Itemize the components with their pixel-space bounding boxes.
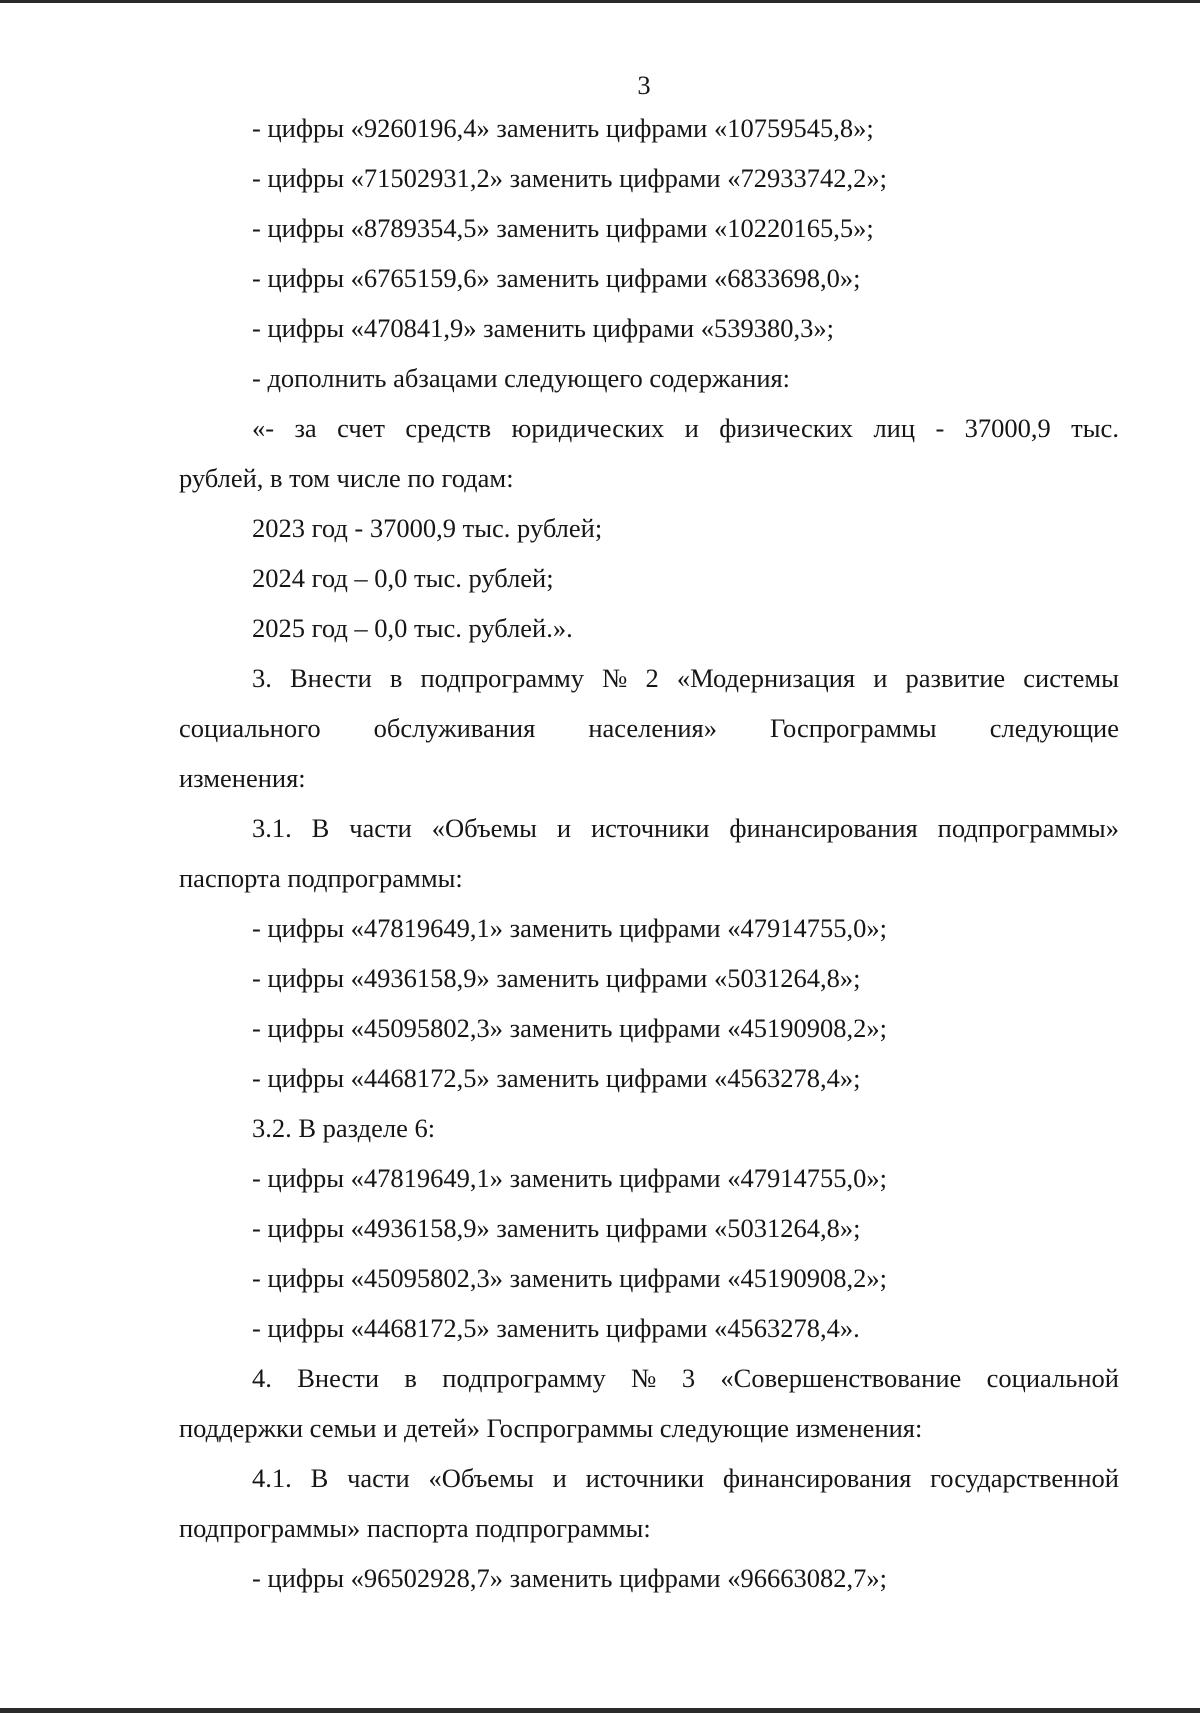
text-line: поддержки семьи и детей» Госпрограммы следующие изменения: (179, 1413, 923, 1443)
word: государственной (930, 1463, 1119, 1493)
word: 3. (252, 663, 272, 693)
text-line: - цифры «470841,9» заменить цифрами «539380,3»; (252, 313, 834, 343)
word: 37000,9 (964, 413, 1051, 443)
text-line: - цифры «4936158,9» заменить цифрами «5031264,8»; (252, 1213, 861, 1243)
word: и (684, 413, 699, 443)
word: источники (590, 813, 710, 843)
word: 3.1. (252, 813, 292, 843)
word: и (556, 813, 572, 843)
word: Внести (297, 1363, 380, 1393)
word: Внести (289, 663, 372, 693)
text-line: - цифры «45095802,3» заменить цифрами «45190908,2»; (252, 1263, 887, 1293)
word: лиц (873, 413, 916, 443)
word: обслуживания (373, 713, 536, 743)
word: подпрограмму (420, 663, 584, 693)
text-line: 2023 год - 37000,9 тыс. рублей; (252, 513, 603, 543)
word: и (873, 663, 888, 693)
word: системы (1023, 663, 1119, 693)
word: источники (585, 1463, 705, 1493)
text-line: - цифры «45095802,3» заменить цифрами «45190908,2»; (252, 1013, 887, 1043)
word: В (310, 1463, 329, 1493)
justified-line (252, 415, 1119, 442)
text-line: - цифры «8789354,5» заменить цифрами «10220165,5»; (252, 213, 874, 243)
justified-line (252, 1465, 1119, 1492)
text-line: - цифры «4936158,9» заменить цифрами «5031264,8»; (252, 963, 861, 993)
word: финансирования (729, 813, 918, 843)
text-line: рублей, в том числе по годам: (179, 463, 514, 493)
word: 4.1. (252, 1463, 292, 1493)
word: части (347, 1463, 410, 1493)
text-line: подпрограммы» паспорта подпрограммы: (179, 1513, 651, 1543)
word: подпрограмму (442, 1363, 606, 1393)
justified-line (252, 665, 1119, 692)
word: части (349, 813, 412, 843)
scan-bottom-edge (0, 1708, 1200, 1713)
word: «- (252, 413, 275, 443)
text-line: 2024 год – 0,0 тыс. рублей; (252, 563, 554, 593)
word: социального (179, 713, 321, 743)
text-line: - цифры «9260196,4» заменить цифрами «10759545,8»; (252, 113, 874, 143)
text-line: 2025 год – 0,0 тыс. рублей.». (252, 613, 573, 643)
text-line: паспорта подпрограммы: (179, 863, 463, 893)
text-line: - цифры «4468172,5» заменить цифрами «4563278,4»; (252, 1063, 861, 1093)
word: В (311, 813, 330, 843)
word: и (552, 1463, 567, 1493)
word: социальной (986, 1363, 1119, 1393)
word: № (631, 1363, 657, 1393)
word: подпрограммы» (937, 813, 1119, 843)
word: «Совершенствование (720, 1363, 962, 1393)
text-line: - цифры «71502931,2» заменить цифрами «72933742,2»; (252, 163, 887, 193)
page-number: 3 (637, 70, 651, 100)
word: «Модернизация (676, 663, 856, 693)
word: счет (337, 413, 385, 443)
text-line: - цифры «96502928,7» заменить цифрами «96663082,7»; (252, 1563, 887, 1593)
text-line: - цифры «47819649,1» заменить цифрами «47914755,0»; (252, 913, 887, 943)
word: физических (719, 413, 854, 443)
text-line: - цифры «6765159,6» заменить цифрами «6833698,0»; (252, 263, 861, 293)
word: № (602, 663, 628, 693)
word: в (389, 663, 403, 693)
text-line: 3.2. В разделе 6: (252, 1113, 436, 1143)
word: 3 (681, 1363, 696, 1393)
word: развитие (905, 663, 1006, 693)
word: «Объемы (431, 813, 537, 843)
word: населения» (588, 713, 717, 743)
text-line: - цифры «47819649,1» заменить цифрами «47914755,0»; (252, 1163, 887, 1193)
word: Госпрограммы (770, 713, 937, 743)
word: в (404, 1363, 417, 1393)
text-line: - цифры «4468172,5» заменить цифрами «4563278,4». (252, 1313, 860, 1343)
justified-line (252, 1365, 1119, 1392)
word: 2 (645, 663, 659, 693)
scan-top-edge (0, 0, 1200, 3)
word: «Объемы (428, 1463, 534, 1493)
word: тыс. (1071, 413, 1119, 443)
word: финансирования (722, 1463, 912, 1493)
word: следующие (989, 713, 1119, 743)
text-line: - дополнить абзацами следующего содержания: (252, 363, 791, 393)
text-line: изменения: (179, 763, 306, 793)
justified-line (179, 715, 1119, 742)
word: 4. (252, 1363, 272, 1393)
justified-line (252, 815, 1119, 842)
word: - (935, 413, 945, 443)
word: юридических (511, 413, 665, 443)
word: за (294, 413, 317, 443)
word: средств (405, 413, 492, 443)
